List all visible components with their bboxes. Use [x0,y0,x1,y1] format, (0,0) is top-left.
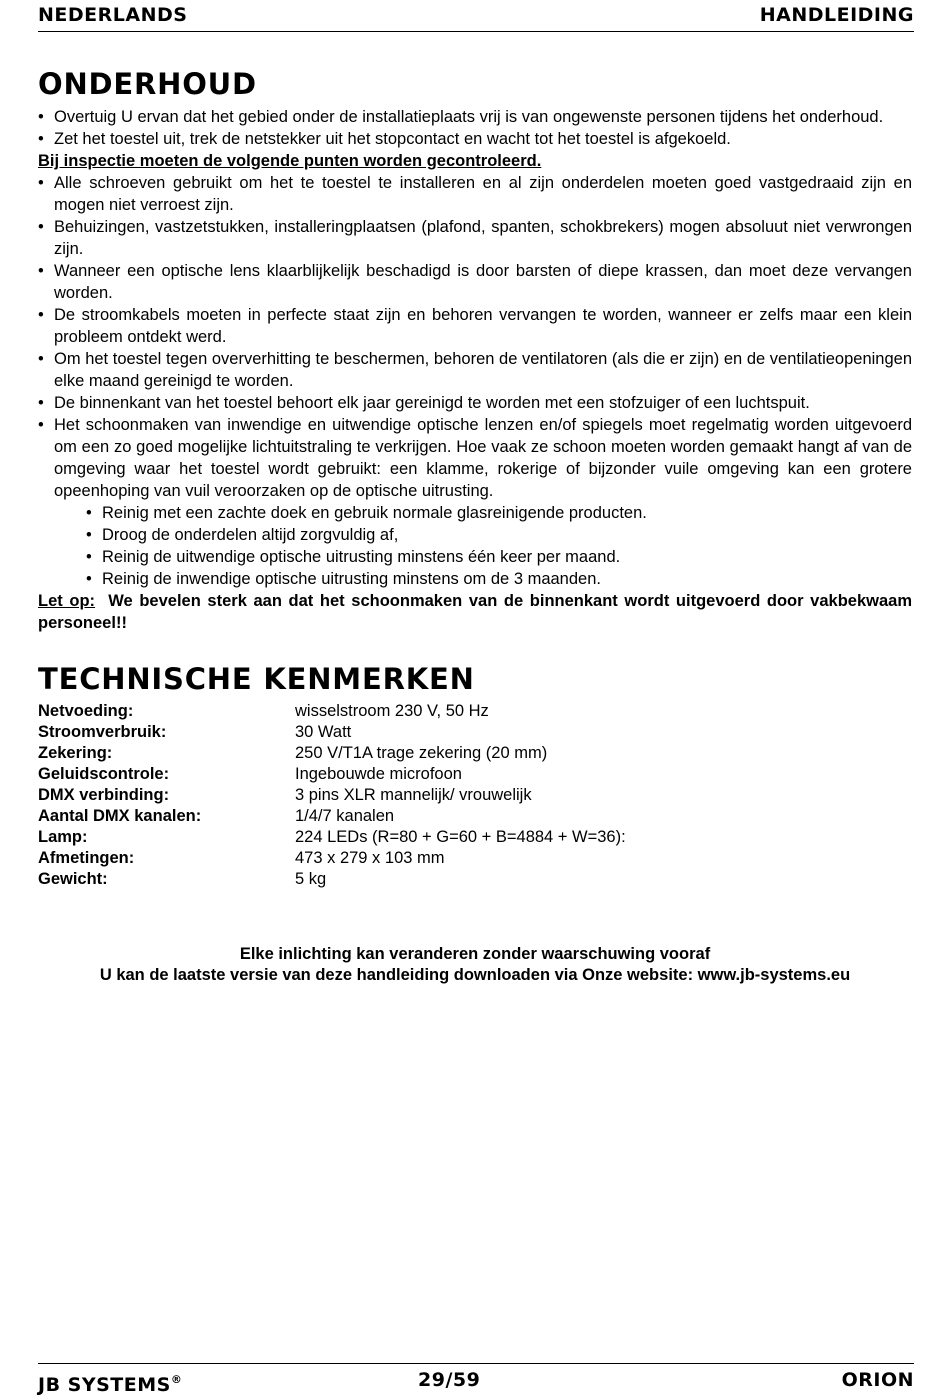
page-content [38,62,912,890]
note-label: Let op: [38,592,96,610]
spec-label: Gewicht: [38,870,108,888]
spec-value: 3 pins XLR mannelijk/ vrouwelijk [295,786,532,804]
disclaimer-line-1: Elke inlichting kan veranderen zonder waarschuwing vooraf [239,945,711,963]
spec-label: Aantal DMX kanalen: [38,807,202,825]
table-row [38,806,626,827]
maintenance-title: ONDERHOUD [38,67,257,101]
spec-value: 1/4/7 kanalen [295,807,395,825]
spec-value: 30 Watt [295,723,352,741]
list-item: • Reinig met een zachte doek en gebruik normale glasreinigende producten. [38,502,912,524]
spec-label: Afmetingen: [38,849,135,867]
header-doc-type: HANDLEIDING [759,4,914,26]
list-item: • Reinig de uitwendige optische uitrusting minstens één keer per maand. [38,546,912,568]
list-item: • De stroomkabels moeten in perfecte staat zijn en behoren vervangen te worden, wanneer er zelfs maar een klein probleem ontdekt werd. [38,304,912,348]
maintenance-note [38,590,912,634]
page-footer [38,1363,914,1394]
spec-label: Geluidscontrole: [38,765,170,783]
header-language: NEDERLANDS [38,4,188,26]
disclaimer [0,944,950,986]
disclaimer-line-2: U kan de laatste versie van deze handleiding downloaden via Onze website: www.jb-systems.eu [99,966,851,984]
cleaning-list [38,502,912,590]
footer-brand [38,1369,182,1396]
list-item: • Behuizingen, vastzetstukken, installeringplaatsen (plafond, spanten, schokbrekers) mogen absoluut niet verwrongen zijn. [38,216,912,260]
table-row [38,827,626,848]
list-item: • Overtuig U ervan dat het gebied onder de installatieplaats vrij is van ongewenste personen tijdens het onderhoud. [38,106,912,128]
spec-value: Ingebouwde microfoon [295,765,462,783]
list-item: • Zet het toestel uit, trek de netstekker uit het stopcontact en wacht tot het toestel is afgekoeld. [38,128,912,150]
table-row [38,701,626,722]
list-item: • Reinig de inwendige optische uitrusting minstens om de 3 maanden. [38,568,912,590]
table-row [38,785,626,806]
list-item: • Het schoonmaken van inwendige en uitwendige optische lenzen en/of spiegels moet regelmatig worden uitgevoerd om een zo goed mogelijke lichtuitstraling te verkrijgen. Hoe vaak ze schoon moeten worden gemaakt hangt af van de omgeving waar het toestel wordt gebruikt: een klamme, rokerige of bijzonder vuile omgeving kan een grotere opeenhoping van vuil veroorzaken op de optische uitrusting. [38,414,912,502]
table-row [38,848,626,869]
spec-label: Netvoeding: [38,702,134,720]
maintenance-intro-list [38,106,912,150]
table-row [38,722,626,743]
specs-table [38,701,626,890]
inspection-list [38,172,912,502]
page-number: 29/59 [418,1369,481,1391]
footer-product: ORION [841,1369,914,1391]
spec-label: DMX verbinding: [38,786,170,804]
spec-label: Stroomverbruik: [38,723,167,741]
table-row [38,743,626,764]
inspection-heading: Bij inspectie moeten de volgende punten worden gecontroleerd. [38,152,542,170]
list-item: • De binnenkant van het toestel behoort elk jaar gereinigd te worden met een stofzuiger of een luchtspuit. [38,392,912,414]
list-item: • Alle schroeven gebruikt om het te toestel te installeren en al zijn onderdelen moeten goed vastgedraaid zijn en mogen niet verroest zijn. [38,172,912,216]
page-header [38,2,914,32]
note-text: We bevelen sterk aan dat het schoonmaken van de binnenkant wordt uitgevoerd door vakbekwaam personeel!! [38,592,912,632]
list-item: • Wanneer een optische lens klaarblijkelijk beschadigd is door barsten of diepe krassen, dan moet deze vervangen worden. [38,260,912,304]
spec-value: 250 V/T1A trage zekering (20 mm) [295,744,548,762]
spec-value: 473 x 279 x 103 mm [295,849,445,867]
spec-value: 5 kg [295,870,327,888]
spec-label: Zekering: [38,744,113,762]
list-item: • Om het toestel tegen oververhitting te beschermen, behoren de ventilatoren (als die er zijn) en de ventilatieopeningen elke maand gereinigd te worden. [38,348,912,392]
registered-mark: ® [170,1373,183,1386]
specs-title: TECHNISCHE KENMERKEN [38,662,475,696]
spec-value: wisselstroom 230 V, 50 Hz [295,702,489,720]
table-row [38,869,626,890]
spec-label: Lamp: [38,828,88,846]
brand-name: JB SYSTEMS [38,1374,171,1396]
table-row [38,764,626,785]
spec-value: 224 LEDs (R=80 + G=60 + B=4884 + W=36): [295,828,626,846]
list-item: • Droog de onderdelen altijd zorgvuldig af, [38,524,912,546]
